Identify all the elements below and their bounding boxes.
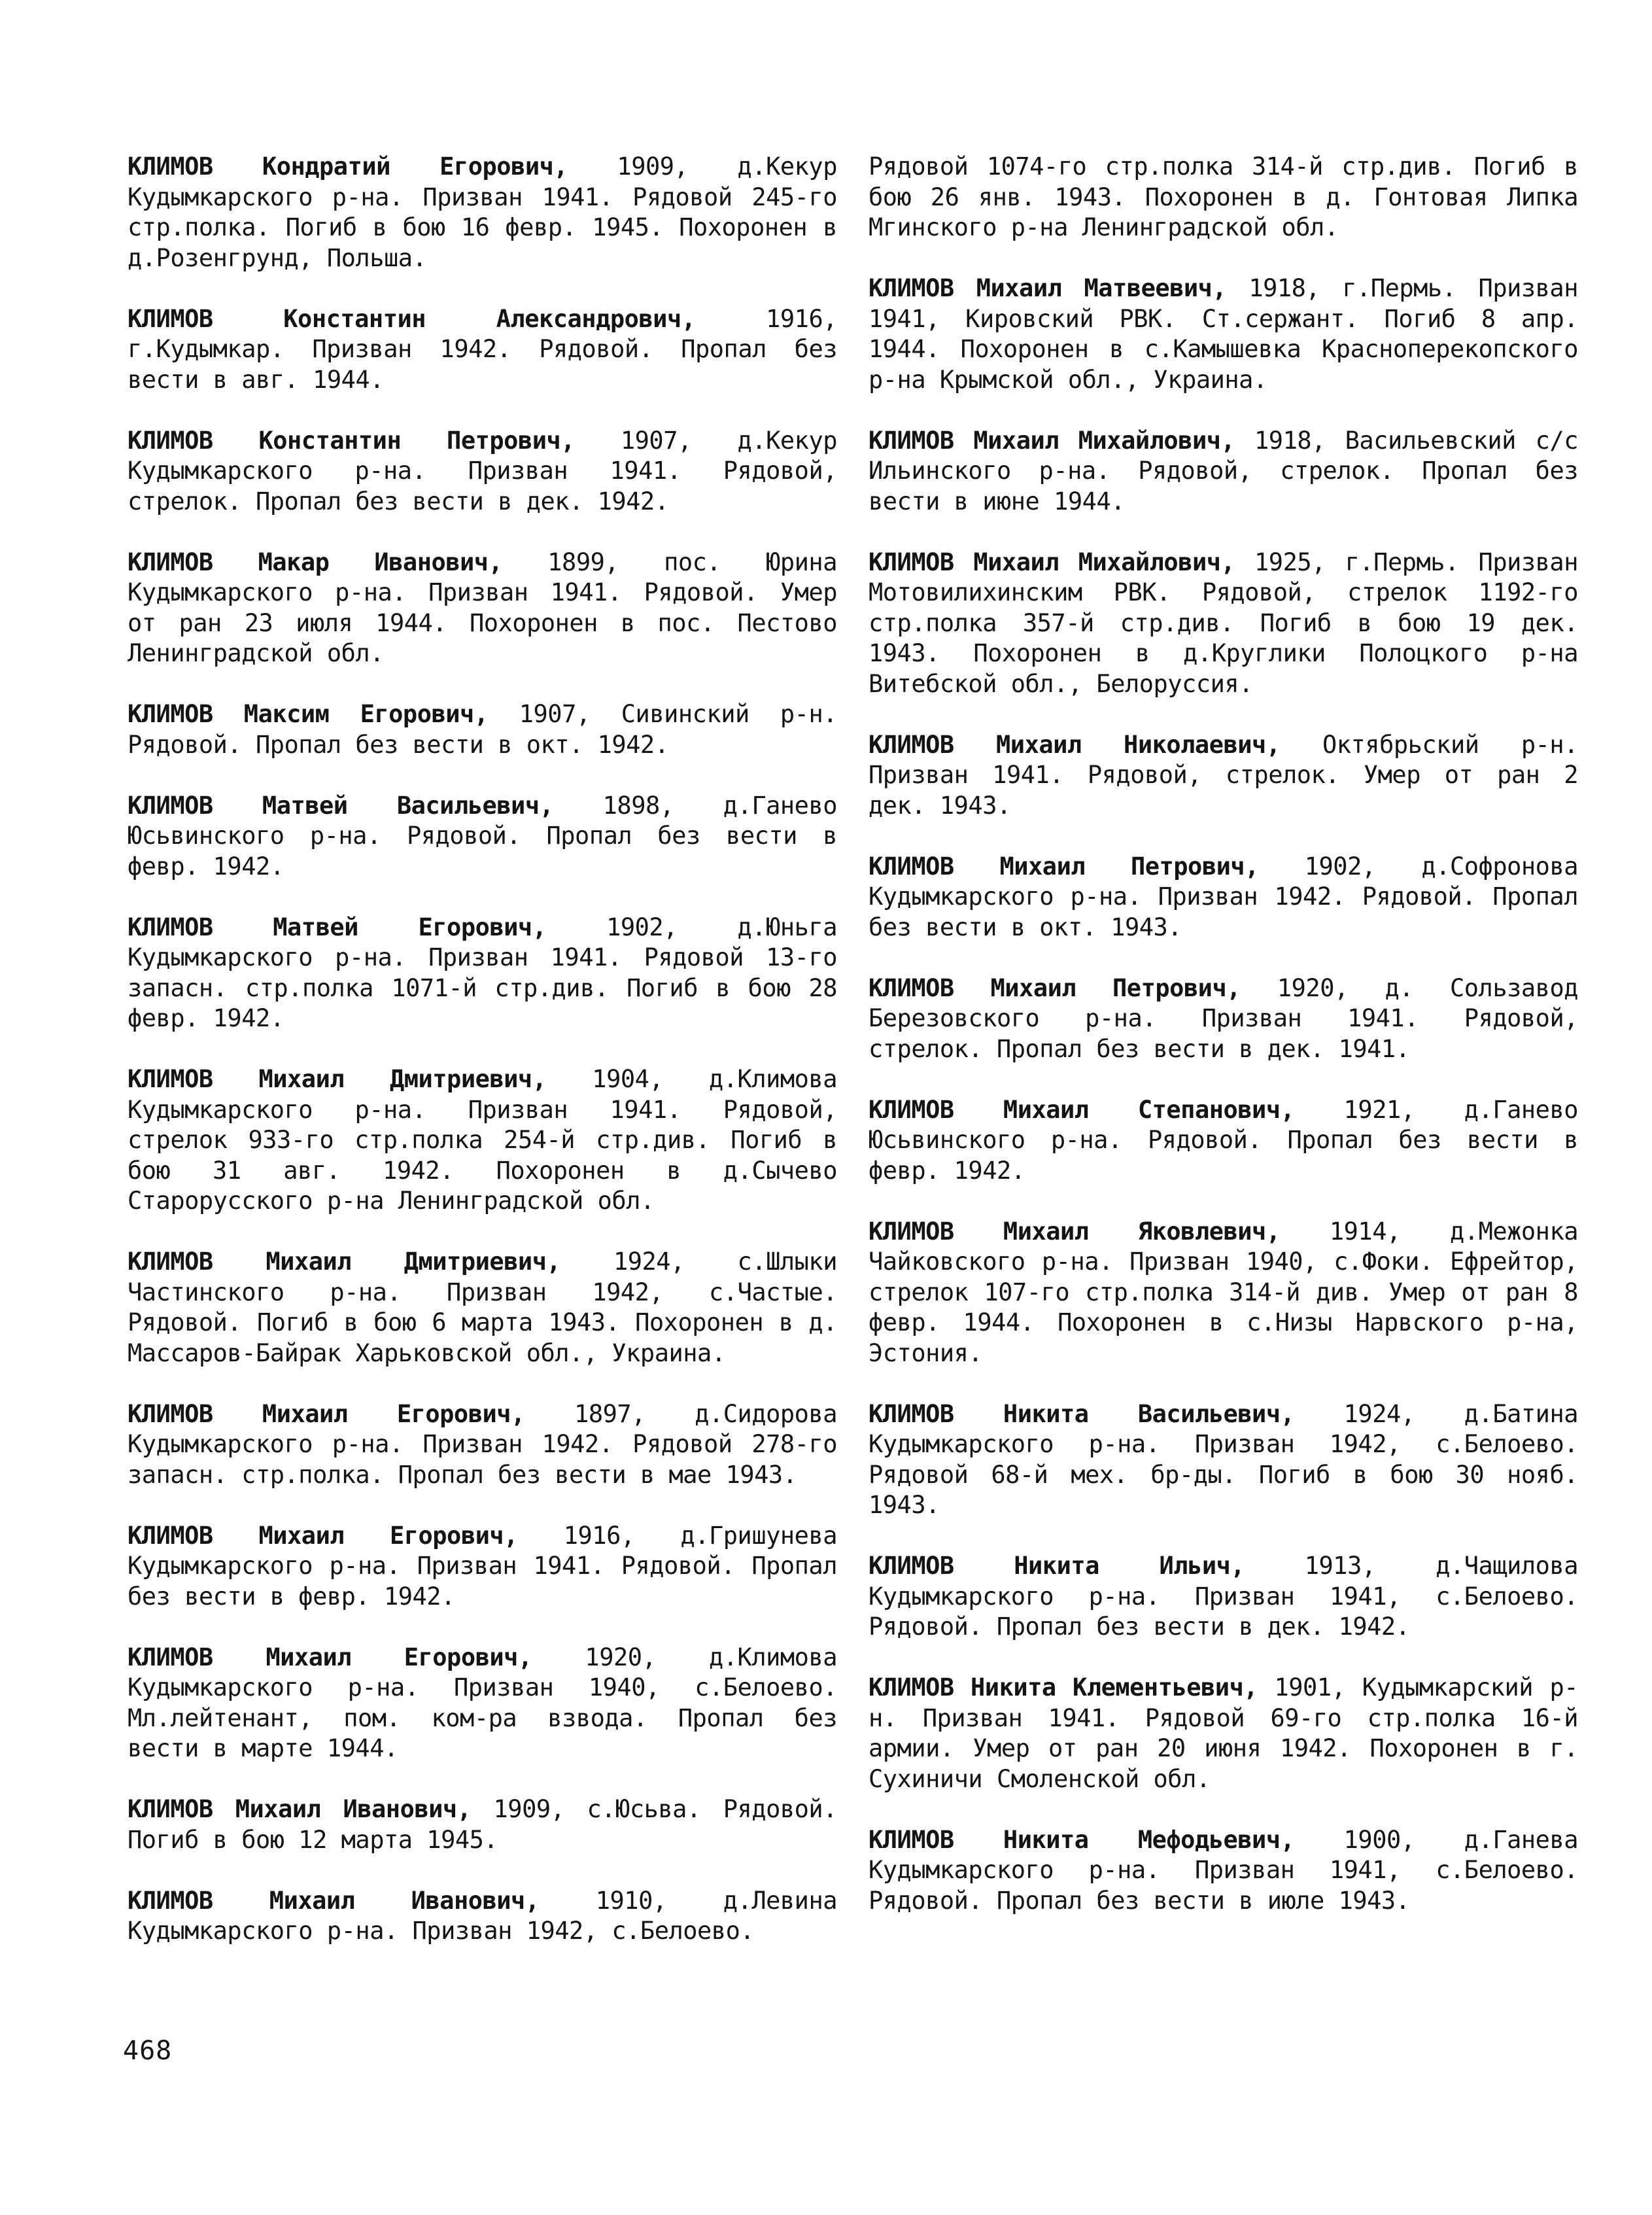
entry — [128, 1399, 837, 1491]
entry — [869, 1551, 1578, 1643]
entry-name: КЛИМОВ Михаил Яковлевич, — [869, 1217, 1281, 1246]
entry-text: 1901, Кудымкарский р-н. Призван 1941. Рядовой 69-го стр.полка 16-й армии. Умер от ран 20 июня 1942. Похоронен в г. Сухиничи Смоленской обл. — [869, 1673, 1578, 1793]
entry-name: КЛИМОВ Матвей Васильевич, — [128, 791, 554, 820]
entry — [128, 1794, 837, 1855]
entry-name: КЛИМОВ Михаил Егорович, — [128, 1643, 532, 1671]
entry — [869, 1673, 1578, 1794]
entry-text: 1909, д.Кекур Кудымкарского р-на. Призван 1941. Рядовой 245-го стр.полка. Погиб в бою 16 февр. 1945. Похоронен в д.Розенгрунд, Польша. — [128, 152, 837, 272]
entry-name: КЛИМОВ Никита Клементьевич, — [869, 1673, 1258, 1701]
entry — [869, 1217, 1578, 1369]
entry-text: 1925, г.Пермь. Призван Мотовилихинским РВК. Рядовой, стрелок 1192-го стр.полка 357-й стр.див. Погиб в бою 19 дек. 1943. Похоронен в д.Круглики Полоцкого р-на Витебской обл., Белоруссия. — [869, 548, 1578, 698]
left-column — [128, 152, 837, 1977]
entry-name: КЛИМОВ Михаил Егорович, — [128, 1399, 525, 1428]
entry-name: КЛИМОВ Михаил Петрович, — [869, 973, 1241, 1002]
entry-text: 1899, пос. Юрина Кудымкарского р-на. Призван 1941. Рядовой. Умер от ран 23 июля 1944. Похоронен в пос. Пестово Ленинградской обл. — [128, 548, 837, 667]
entry-text: 1924, д.Батина Кудымкарского р-на. Призван 1942, с.Белоево. Рядовой 68-й мех. бр-ды. Погиб в бою 30 нояб. 1943. — [869, 1399, 1578, 1519]
entry — [869, 548, 1578, 700]
entry-text: 1913, д.Чащилова Кудымкарского р-на. Призван 1941, с.Белоево. Рядовой. Пропал без вести в дек. 1942. — [869, 1552, 1578, 1641]
entry-name: КЛИМОВ Михаил Михайлович, — [869, 426, 1235, 455]
entry-name: КЛИМОВ Михаил Николаевич, — [869, 730, 1281, 759]
entry — [869, 1095, 1578, 1187]
entry — [128, 1064, 837, 1217]
entry-text: 1916, г.Кудымкар. Призван 1942. Рядовой. Пропал без вести в авг. 1944. — [128, 304, 838, 394]
entry-name: КЛИМОВ Михаил Матвеевич, — [869, 274, 1227, 302]
entry-text: 1907, д.Кекур Кудымкарского р-на. Призван 1941. Рядовой, стрелок. Пропал без вести в дек. 1942. — [128, 426, 837, 515]
entry — [869, 152, 1578, 243]
entry-name: КЛИМОВ Кондратий Егорович, — [128, 152, 568, 181]
entry — [869, 973, 1578, 1065]
page-number: 468 — [123, 2036, 173, 2066]
entry-name: КЛИМОВ Макар Иванович, — [128, 548, 503, 576]
entry-name: КЛИМОВ Никита Мефодьевич, — [869, 1825, 1295, 1854]
entry-text: 1920, д. Сользавод Березовского р-на. Призван 1941. Рядовой, стрелок. Пропал без вести в дек. 1941. — [869, 973, 1578, 1063]
entry-name: КЛИМОВ Михаил Иванович, — [128, 1795, 472, 1823]
entry-name: КЛИМОВ Матвей Егорович, — [128, 913, 547, 941]
entry-text: 1914, д.Межонка Чайковского р-на. Призван 1940, с.Фоки. Ефрейтор, стрелок 107-го стр.полка 314-й див. Умер от ран 8 февр. 1944. Похоронен в с.Низы Нарвского р-на, Эстония. — [869, 1217, 1578, 1367]
entry — [869, 1399, 1578, 1521]
entry-text: 1897, д.Сидорова Кудымкарского р-на. Призван 1942. Рядовой 278-го запасн. стр.полка. Пропал без вести в мае 1943. — [128, 1399, 837, 1489]
entry — [128, 548, 837, 669]
entry — [869, 426, 1578, 517]
entry — [128, 791, 837, 882]
entry — [128, 699, 837, 760]
entry-text: Рядовой 1074-го стр.полка 314-й стр.див. Погиб в бою 26 янв. 1943. Похоронен в д. Гонтовая Липка Мгинского р-на Ленинградской обл. — [869, 152, 1578, 241]
entry-name: КЛИМОВ Михаил Егорович, — [128, 1521, 518, 1550]
entry-text: Октябрьский р-н. Призван 1941. Рядовой, стрелок. Умер от ран 2 дек. 1943. — [869, 730, 1578, 820]
entry-text: 1921, д.Ганево Юсьвинского р-на. Рядовой. Пропал без вести в февр. 1942. — [869, 1095, 1578, 1185]
entry-name: КЛИМОВ Константин Александрович, — [128, 304, 696, 333]
entry — [128, 304, 837, 396]
entry — [128, 1886, 837, 1947]
entry — [869, 852, 1578, 943]
entry — [128, 426, 837, 517]
entry-name: КЛИМОВ Никита Васильевич, — [869, 1399, 1295, 1428]
right-column — [869, 152, 1578, 1947]
entry-text: 1907, Сивинский р-н. Рядовой. Пропал без вести в окт. 1942. — [128, 700, 837, 759]
entry — [869, 1825, 1578, 1917]
entry-name: КЛИМОВ Никита Ильич, — [869, 1552, 1245, 1580]
entry-name: КЛИМОВ Михаил Дмитриевич, — [128, 1247, 561, 1276]
entry-text: 1918, г.Пермь. Призван 1941, Кировский РВК. Ст.сержант. Погиб 8 апр. 1944. Похоронен в с.Камышевка Красноперекопского р-на Крымской обл., Украина. — [869, 274, 1578, 394]
entry — [128, 913, 837, 1034]
entry-text: 1909, с.Юсьва. Рядовой. Погиб в бою 12 марта 1945. — [128, 1795, 837, 1854]
entry-name: КЛИМОВ Максим Егорович, — [128, 700, 489, 728]
entry-text: 1902, д.Софронова Кудымкарского р-на. Призван 1942. Рядовой. Пропал без вести в окт. 1943. — [869, 852, 1578, 941]
entry-text: 1902, д.Юньга Кудымкарского р-на. Призван 1941. Рядовой 13-го запасн. стр.полка 1071-й стр.див. Погиб в бою 28 февр. 1942. — [128, 913, 837, 1032]
entry — [869, 273, 1578, 395]
entry-text: 1916, д.Гришунева Кудымкарского р-на. Призван 1941. Рядовой. Пропал без вести в февр. 1942. — [128, 1521, 837, 1611]
entry-name: КЛИМОВ Константин Петрович, — [128, 426, 576, 455]
entry-name: КЛИМОВ Михаил Дмитриевич, — [128, 1065, 547, 1093]
entry-text: 1910, д.Левина Кудымкарского р-на. Призван 1942, с.Белоево. — [128, 1886, 837, 1945]
entry-name: КЛИМОВ Михаил Степанович, — [869, 1095, 1295, 1124]
entry — [128, 1643, 837, 1764]
entry-name: КЛИМОВ Михаил Петрович, — [869, 852, 1259, 881]
entry-text: 1900, д.Ганева Кудымкарского р-на. Призван 1941, с.Белоево. Рядовой. Пропал без вести в июле 1943. — [869, 1825, 1578, 1915]
entry — [128, 152, 837, 273]
entry — [128, 1247, 837, 1369]
entry-text: 1904, д.Климова Кудымкарского р-на. Призван 1941. Рядовой, стрелок 933-го стр.полка 254-й стр.див. Погиб в бою 31 авг. 1942. Похоронен в д.Сычево Старорусского р-на Ленинградской обл. — [128, 1065, 837, 1215]
entry-text: 1924, с.Шлыки Частинского р-на. Призван 1942, с.Частые. Рядовой. Погиб в бою 6 марта 1943. Похоронен в д. Массаров-Байрак Харьковской обл., Украина. — [128, 1247, 837, 1367]
entry-text: 1920, д.Климова Кудымкарского р-на. Призван 1940, с.Белоево. Мл.лейтенант, пом. ком-ра взвода. Пропал без вести в марте 1944. — [128, 1643, 837, 1762]
entry — [128, 1521, 837, 1613]
entry-name: КЛИМОВ Михаил Иванович, — [128, 1886, 540, 1915]
entry — [869, 730, 1578, 822]
entry-text: 1918, Васильевский с/с Ильинского р-на. Рядовой, стрелок. Пропал без вести в июне 1944. — [869, 426, 1578, 515]
entry-name: КЛИМОВ Михаил Михайлович, — [869, 548, 1235, 576]
entry-text: 1898, д.Ганево Юсьвинского р-на. Рядовой. Пропал без вести в февр. 1942. — [128, 791, 837, 881]
